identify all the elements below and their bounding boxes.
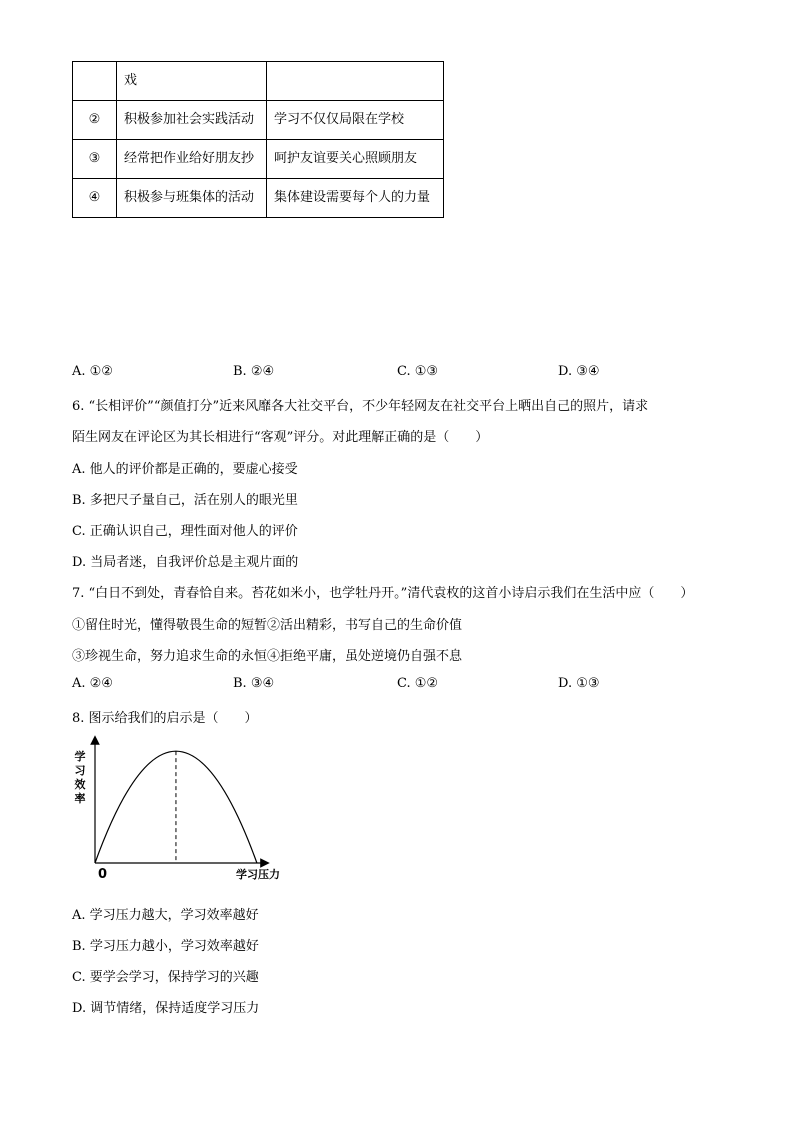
q7-option-a: A. ②④	[72, 676, 113, 691]
q7-items-line2: ③珍视生命，努力追求生命的永恒④拒绝平庸，虽处逆境仍自强不息	[72, 649, 463, 664]
table-cell-reason: 学习不仅仅局限在学校	[267, 101, 444, 140]
q7-stem: 7. “白日不到处，青春恰自来。苔花如米小，也学牡丹开。”清代袁枚的这首小诗启示我们在生活中应（ ）	[72, 586, 694, 601]
q5-option-a: A. ①②	[72, 364, 113, 379]
q6-option-d: D. 当局者迷，自我评价总是主观片面的	[72, 555, 299, 570]
table-cell-behavior: 积极参加社会实践活动	[117, 101, 267, 140]
origin-label: 0	[98, 867, 108, 882]
q7-option-d: D. ①③	[558, 676, 600, 691]
table-row	[73, 179, 444, 218]
q6-stem-line2: 陌生网友在评论区为其长相进行“客观”评分。对此理解正确的是（ ）	[72, 430, 489, 445]
table-cell-num: ③	[73, 140, 117, 179]
q6-option-b: B. 多把尺子量自己，活在别人的眼光里	[72, 493, 298, 508]
table-cell-reason: 集体建设需要每个人的力量	[267, 179, 444, 218]
q8-option-b: B. 学习压力越小，学习效率越好	[72, 939, 259, 954]
table-cell-behavior: 戏	[117, 62, 267, 101]
table-cell-behavior: 积极参与班集体的活动	[117, 179, 267, 218]
q6-stem-line1: 6. “长相评价”“颜值打分”近来风靡各大社交平台，不少年轻网友在社交平台上晒出自己的照片，请求	[72, 399, 649, 414]
q7-items-line1: ①留住时光，懂得敬畏生命的短暂②活出精彩，书写自己的生命价值	[72, 618, 463, 633]
x-axis-label: 学习压力	[236, 868, 280, 881]
y-axis-label-char1: 学	[74, 750, 86, 763]
table-cell-behavior: 经常把作业给好朋友抄	[117, 140, 267, 179]
pressure-efficiency-chart	[60, 730, 300, 890]
q6-option-a: A. 他人的评价都是正确的，要虚心接受	[72, 462, 298, 477]
y-axis-label-char2: 习	[74, 764, 86, 777]
table-cell-reason	[267, 62, 444, 101]
q7-option-c: C. ①②	[397, 676, 439, 691]
table-cell-num	[73, 62, 117, 101]
table-cell-reason: 呵护友谊要关心照顾朋友	[267, 140, 444, 179]
q6-option-c: C. 正确认识自己，理性面对他人的评价	[72, 524, 298, 539]
y-axis-label-char4: 率	[74, 792, 86, 805]
table-row	[73, 140, 444, 179]
table-row	[73, 62, 444, 101]
answer-table	[72, 61, 444, 218]
q8-option-d: D. 调节情绪，保持适度学习压力	[72, 1001, 260, 1016]
y-axis-label-char3: 效	[74, 778, 86, 791]
q5-option-b: B. ②④	[233, 364, 275, 379]
table-cell-num: ④	[73, 179, 117, 218]
q8-option-a: A. 学习压力越大，学习效率越好	[72, 908, 259, 923]
q5-option-d: D. ③④	[558, 364, 600, 379]
q7-option-b: B. ③④	[233, 676, 275, 691]
q8-option-c: C. 要学会学习，保持学习的兴趣	[72, 970, 259, 985]
table-cell-num: ②	[73, 101, 117, 140]
table-row	[73, 101, 444, 140]
q5-option-c: C. ①③	[397, 364, 439, 379]
q8-stem: 8. 图示给我们的启示是（ ）	[72, 711, 258, 726]
